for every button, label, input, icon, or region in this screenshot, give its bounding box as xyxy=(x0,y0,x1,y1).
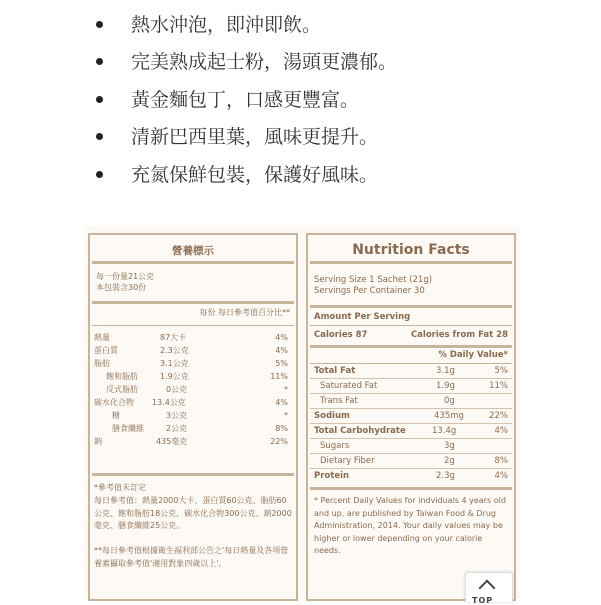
divider xyxy=(92,473,294,476)
cn-row-pct: * xyxy=(284,411,288,420)
en-servings: Servings Per Container 30 xyxy=(314,286,425,296)
en-row-name: Dietary Fiber xyxy=(320,456,375,466)
cn-footnote: 每日參考值：熱量2000大卡、蛋白質60公克、脂肪60公克、飽和脂肪18公克、碳水化合物300公克、鈉2000毫克、膳食纖維25公克。 xyxy=(94,496,292,530)
en-row-amount: 13.4g xyxy=(432,426,457,436)
en-row-amount: 435mg xyxy=(434,411,464,421)
divider xyxy=(310,393,512,394)
cn-row-pct: 5% xyxy=(275,359,288,368)
en-row-name: Sodium xyxy=(314,411,350,421)
cn-row-pct: * xyxy=(284,385,288,394)
en-row-amount: 3.1g xyxy=(436,366,455,376)
en-row-name: Protein xyxy=(314,471,350,481)
cn-row-amount: 13.4公克 xyxy=(152,398,186,407)
divider xyxy=(310,363,512,364)
cn-row-name: 熱量 xyxy=(94,333,110,342)
en-row-pct: 4% xyxy=(494,471,508,481)
cn-column-header: 每份 每日參考值百分比** xyxy=(199,308,290,317)
scroll-to-top-label: TOP xyxy=(472,596,494,605)
divider xyxy=(92,301,294,304)
cn-row-amount: 1.9公克 xyxy=(160,372,189,381)
divider xyxy=(310,305,512,308)
en-serving-size: Serving Size 1 Sachet (21g) xyxy=(314,275,433,285)
cn-row-name: 反式脂肪 xyxy=(106,385,138,394)
cn-row-amount: 2.3公克 xyxy=(160,346,189,355)
en-row-pct: 8% xyxy=(494,456,508,466)
en-row-amount: 2.3g xyxy=(436,471,455,481)
cn-serving-size: 每一份量21公克 xyxy=(96,272,155,281)
cn-row-pct: 4% xyxy=(275,398,288,407)
cn-row-name: 脂肪 xyxy=(94,359,110,368)
en-row-pct: 5% xyxy=(494,366,508,376)
divider xyxy=(92,325,294,326)
en-row-pct: 4% xyxy=(494,426,508,436)
nutrition-labels-image xyxy=(84,226,520,599)
cn-row-pct: 22% xyxy=(270,437,288,446)
en-footnote: * Percent Daily Values for indviduals 4 years old and up, are published by Taiwan Food & Drug Administration, 2014. Your daily values may be higher or lower depending on your calorie needs. xyxy=(314,496,506,555)
cn-row-pct: 11% xyxy=(270,372,288,381)
divider xyxy=(310,408,512,409)
en-row-name: Total Fat xyxy=(314,366,356,376)
en-calories-from-fat: Calories from Fat 28 xyxy=(410,330,508,340)
divider xyxy=(310,468,512,469)
en-row-amount: 3g xyxy=(444,441,455,451)
bullet-icon xyxy=(96,96,103,103)
divider xyxy=(310,325,512,326)
cn-row-name: 糖 xyxy=(112,411,120,420)
cn-footnote: **每日參考值根據衛生福利部公告之'每日熱量及各項營養素攝取參考值'適用對象四歲以上'。 xyxy=(94,546,289,568)
divider xyxy=(310,378,512,379)
en-calories: Calories 87 xyxy=(314,330,368,340)
cn-row-amount: 87大卡 xyxy=(160,333,187,342)
divider xyxy=(92,261,294,264)
bullet-icon xyxy=(96,171,103,178)
cn-row-amount: 3.1公克 xyxy=(160,359,189,368)
cn-row-amount: 2公克 xyxy=(166,424,188,433)
en-row-name: Trans Fat xyxy=(320,396,358,406)
chevron-up-icon xyxy=(479,580,496,597)
en-row-amount: 1.9g xyxy=(436,381,455,391)
divider xyxy=(310,453,512,454)
divider xyxy=(310,487,512,490)
en-amount-per-serving: Amount Per Serving xyxy=(314,312,411,322)
cn-nutrition-label xyxy=(88,233,298,601)
cn-footnote: *參考值未訂定 xyxy=(94,483,146,492)
bullet-icon xyxy=(96,58,103,65)
en-row-amount: 2g xyxy=(444,456,455,466)
cn-row-amount: 435毫克 xyxy=(156,437,188,446)
en-dv-header: % Daily Value* xyxy=(438,350,508,360)
en-row-name: Total Carbohydrate xyxy=(314,426,406,436)
en-label-title: Nutrition Facts xyxy=(352,242,470,258)
cn-row-pct: 8% xyxy=(275,424,288,433)
en-row-pct: 22% xyxy=(489,411,508,421)
en-row-name: Sugars xyxy=(320,441,350,451)
divider xyxy=(310,423,512,424)
en-row-amount: 0g xyxy=(444,396,455,406)
divider xyxy=(310,438,512,439)
cn-row-name: 碳水化合物 xyxy=(94,398,134,407)
cn-row-name: 飽和脂肪 xyxy=(106,372,138,381)
cn-row-pct: 4% xyxy=(275,333,288,342)
en-row-pct: 11% xyxy=(489,381,508,391)
divider xyxy=(310,345,512,348)
bullet-icon xyxy=(96,21,103,28)
cn-row-amount: 0公克 xyxy=(166,385,188,394)
cn-row-name: 膳食纖維 xyxy=(112,424,144,433)
cn-row-name: 蛋白質 xyxy=(94,346,118,355)
en-row-name: Saturated Fat xyxy=(320,381,378,391)
cn-row-pct: 4% xyxy=(275,346,288,355)
cn-row-amount: 3公克 xyxy=(166,411,188,420)
cn-label-title: 營養標示 xyxy=(172,245,214,257)
cn-servings: 本包裝含30份 xyxy=(96,283,147,292)
divider xyxy=(310,261,512,264)
cn-row-name: 鈉 xyxy=(94,437,102,446)
en-nutrition-label xyxy=(306,233,516,601)
bullet-icon xyxy=(96,133,103,140)
scroll-to-top-button[interactable] xyxy=(465,572,513,605)
